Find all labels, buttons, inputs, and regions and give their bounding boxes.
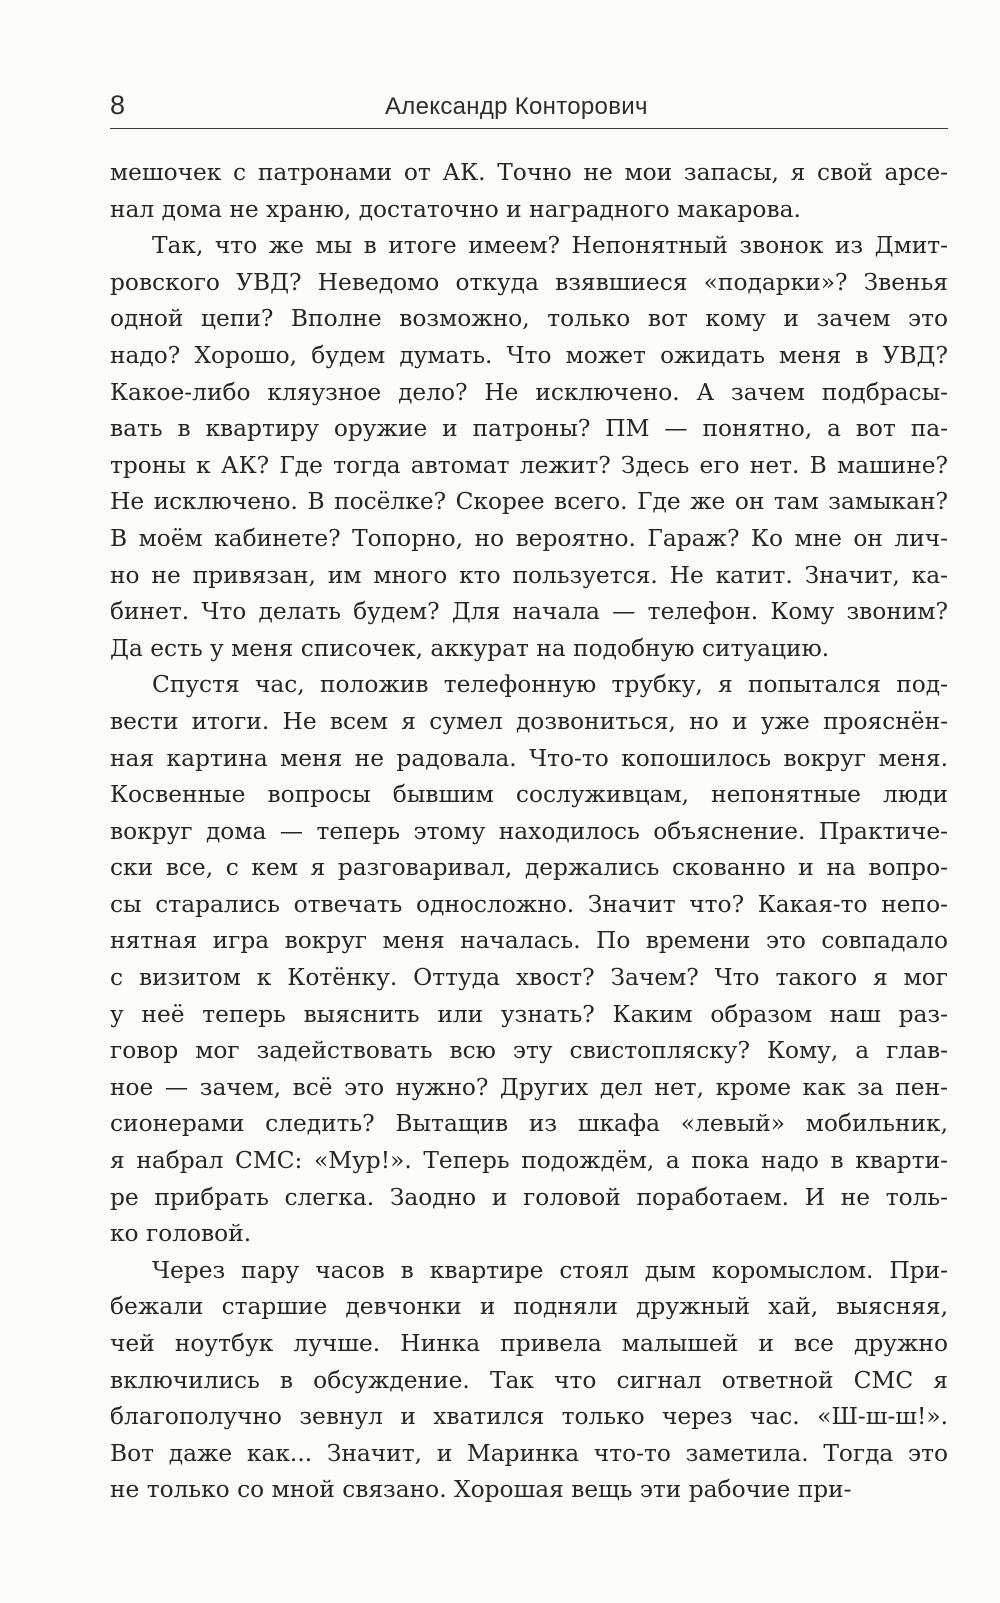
text-line: Косвенные вопросы бывшим сослуживцам, непонятные люди xyxy=(110,781,948,809)
text-line: у неё теперь выяснить или узнать? Каким образом наш раз- xyxy=(110,1000,948,1028)
body-text xyxy=(110,155,948,1509)
page-number: 8 xyxy=(110,90,126,120)
text-line: включились в обсуждение. Так что сигнал ответной СМС я xyxy=(110,1366,948,1394)
text-line: бежали старшие девчонки и подняли дружный хай, выясняя, xyxy=(110,1293,948,1321)
text-line: сионерами следить? Вытащив из шкафа «левый» мобильник, xyxy=(110,1110,948,1138)
text-line: одной цепи? Вполне возможно, только вот кому и зачем это xyxy=(110,305,948,333)
paragraph xyxy=(110,155,948,228)
text-line: нал дома не храню, достаточно и наградного макарова. xyxy=(110,195,801,223)
paragraph xyxy=(110,228,948,667)
text-line: с визитом к Котёнку. Оттуда хвост? Зачем? Что такого я мог xyxy=(110,964,948,992)
text-line: ко головой. xyxy=(110,1220,252,1248)
text-line: Так, что же мы в итоге имеем? Непонятный звонок из Дмит- xyxy=(152,232,948,260)
text-line: ровского УВД? Неведомо откуда взявшиеся «подарки»? Звенья xyxy=(110,268,948,296)
text-line: я набрал СМС: «Мур!». Теперь подождём, а пока надо в кварти- xyxy=(110,1147,948,1175)
text-line: говор мог задействовать всю эту свистопляску? Кому, а глав- xyxy=(110,1037,948,1065)
text-line: ная картина меня не радовала. Что-то копошилось вокруг меня. xyxy=(110,744,948,772)
text-line: троны к АК? Где тогда автомат лежит? Здесь его нет. В машине? xyxy=(110,451,948,479)
text-line: Спустя час, положив телефонную трубку, я попытался под- xyxy=(152,671,948,699)
running-head-author: Александр Конторович xyxy=(385,93,648,120)
text-line: бинет. Что делать будем? Для начала — телефон. Кому звоним? xyxy=(110,598,948,626)
text-line: Какое-либо кляузное дело? Не исключено. А зачем подбрасы- xyxy=(110,378,948,406)
text-line: вать в квартиру оружие и патроны? ПМ — понятно, а вот па- xyxy=(110,415,948,443)
text-line: благополучно зевнул и хватился только через час. «Ш-ш-ш!». xyxy=(110,1403,948,1431)
paragraph xyxy=(110,1253,948,1509)
paragraph xyxy=(110,667,948,1253)
text-line: Да есть у меня списочек, аккурат на подобную ситуацию. xyxy=(110,634,830,662)
text-line: мешочек с патронами от АК. Точно не мои запасы, я свой арсе- xyxy=(110,159,948,186)
text-line: Вот даже как... Значит, и Маринка что-то заметила. Тогда это xyxy=(110,1439,948,1467)
running-head xyxy=(110,88,948,129)
text-line: ре прибрать слегка. Заодно и головой поработаем. И не толь- xyxy=(110,1183,948,1211)
text-line: не только со мной связано. Хорошая вещь эти рабочие при- xyxy=(110,1476,852,1504)
text-line: вокруг дома — теперь этому находилось объяснение. Практиче- xyxy=(110,817,948,845)
text-line: ски все, с кем я разговаривал, держались скованно и на вопро- xyxy=(110,854,948,882)
text-line: чей ноутбук лучше. Нинка привела малышей и все дружно xyxy=(110,1330,948,1357)
text-line: но не привязан, им много кто пользуется. Не катит. Значит, ка- xyxy=(110,561,948,589)
text-line: Через пару часов в квартире стоял дым коромыслом. При- xyxy=(152,1256,948,1284)
text-line: надо? Хорошо, будем думать. Что может ожидать меня в УВД? xyxy=(110,341,948,369)
text-line: ное — зачем, всё это нужно? Других дел нет, кроме как за пен- xyxy=(110,1073,948,1101)
text-line: нятная игра вокруг меня началась. По времени это совпадало xyxy=(110,927,948,955)
text-line: В моём кабинете? Топорно, но вероятно. Гараж? Ко мне он лич- xyxy=(110,524,948,552)
text-line: Не исключено. В посёлке? Скорее всего. Где же он там замыкан? xyxy=(110,488,948,516)
text-line: сы старались отвечать односложно. Значит что? Какая-то непо- xyxy=(110,890,948,918)
text-line: вести итоги. Не всем я сумел дозвониться, но и уже прояснён- xyxy=(110,707,948,735)
